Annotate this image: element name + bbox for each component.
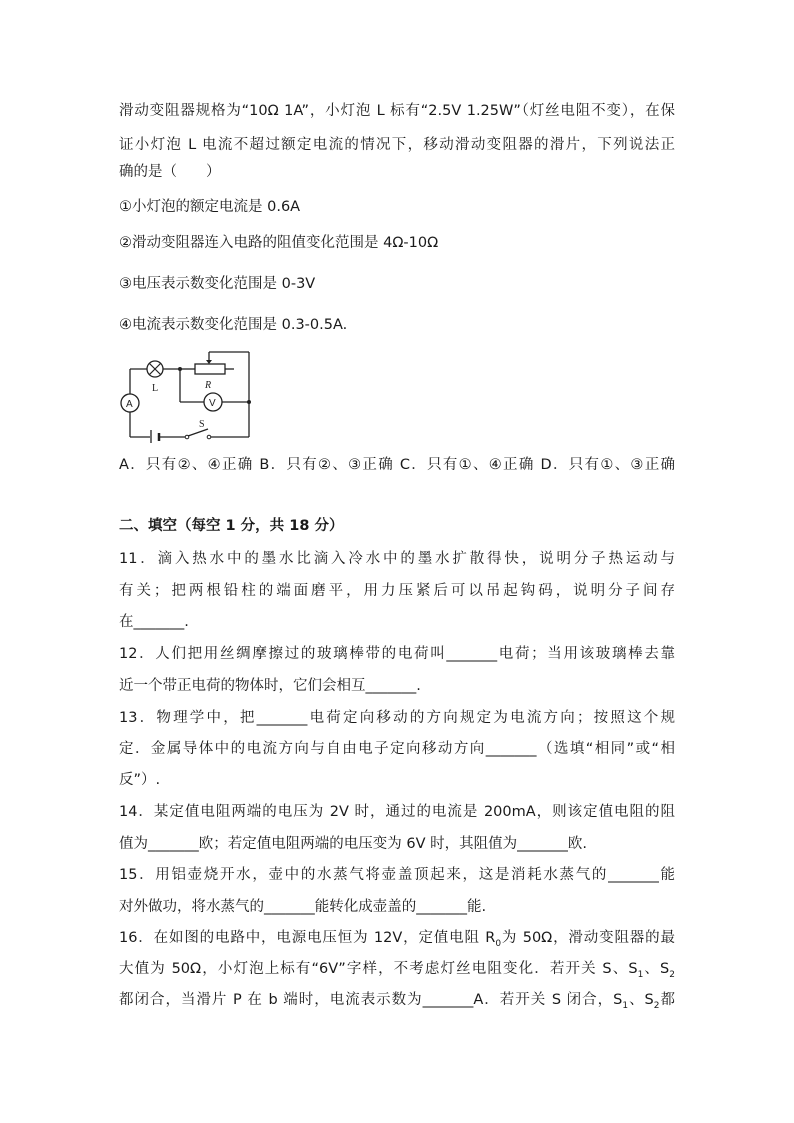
section-title: 二、填空（每空 1 分，共 18 分） — [119, 518, 344, 534]
statement-3: ③电压表示数变化范围是 0-3V — [119, 276, 316, 292]
q14-line-2: 值为_______欧；若定值电阻两端的电压变为 6V 时，其阻值为_______欧. — [119, 836, 587, 852]
rheostat-icon — [195, 360, 225, 374]
q15-line-2: 对外做功，将水蒸气的_______能转化成壶盖的_______能. — [119, 899, 487, 915]
junction-dot — [178, 367, 182, 371]
q10-line-3: 确的是（ ） — [119, 164, 221, 180]
q10-line-1: 滑动变阻器规格为“10Ω 1A”，小灯泡 L 标有“2.5V 1.25W”（灯丝电阻不变），在保 — [119, 103, 675, 119]
switch-label: S — [199, 419, 205, 430]
junction-dot — [247, 400, 251, 404]
q11-line-1: 11．滴入热水中的墨水比滴入冷水中的墨水扩散得快，说明分子热运动与 — [119, 551, 675, 567]
q13-line-1: 13．物理学中，把_______电荷定向移动的方向规定为电流方向；按照这个规 — [119, 710, 675, 726]
ammeter-label: A — [126, 399, 133, 410]
statement-2: ②滑动变阻器连入电路的阻值变化范围是 4Ω-10Ω — [119, 235, 439, 251]
voltmeter-label: V — [209, 398, 216, 409]
q11-line-2: 有关；把两根铅柱的端面磨平，用力压紧后可以吊起钩码，说明分子间存 — [119, 583, 675, 599]
q13-line-3: 反”）. — [119, 772, 161, 788]
q12-line-2: 近一个带正电荷的物体时，它们会相互_______. — [119, 678, 421, 694]
q12-line-1: 12．人们把用丝绸摩擦过的玻璃棒带的电荷叫_______电荷；当用该玻璃棒去靠 — [119, 646, 675, 662]
lamp-label: L — [152, 383, 159, 394]
statement-1: ①小灯泡的额定电流是 0.6A — [119, 199, 301, 215]
q16-line-2: 大值为 50Ω，小灯泡上标有“6V”字样，不考虑灯丝电阻变化．若开关 S、$S_1$、$S_2$ — [119, 961, 675, 980]
rheostat-label: R — [205, 380, 212, 391]
battery-icon — [151, 430, 159, 443]
q10-options: A．只有②、④正确 B．只有②、③正确 C．只有①、④正确 D．只有①、③正确 — [119, 457, 675, 473]
statement-4: ④电流表示数变化范围是 0.3-0.5A. — [119, 317, 348, 333]
q10-line-2: 证小灯泡 L 电流不超过额定电流的情况下，移动滑动变阻器的滑片，下列说法正 — [119, 137, 675, 153]
q13-line-2: 定．金属导体中的电流方向与自由电子定向移动方向_______（选填“相同”或“相 — [119, 741, 675, 757]
q11-line-3: 在_______. — [119, 614, 189, 630]
q16-line-1: 16．在如图的电路中，电源电压恒为 12V，定值电阻 $R_0$为 50Ω，滑动变阻器的最 — [119, 930, 675, 949]
q15-line-1: 15．用铝壶烧开水，壶中的水蒸气将壶盖顶起来，这是消耗水蒸气的_______能 — [119, 867, 675, 883]
circuit-diagram — [118, 347, 258, 443]
q14-line-1: 14．某定值电阻两端的电压为 2V 时，通过的电流是 200mA，则该定值电阻的阻 — [119, 804, 675, 820]
switch-icon — [185, 429, 211, 439]
q16-line-3: 都闭合，当滑片 P 在 b 端时，电流表示数为_______A．若开关 S 闭合，$S_1$、$S_2$都 — [119, 992, 675, 1011]
lamp-icon — [147, 361, 163, 377]
